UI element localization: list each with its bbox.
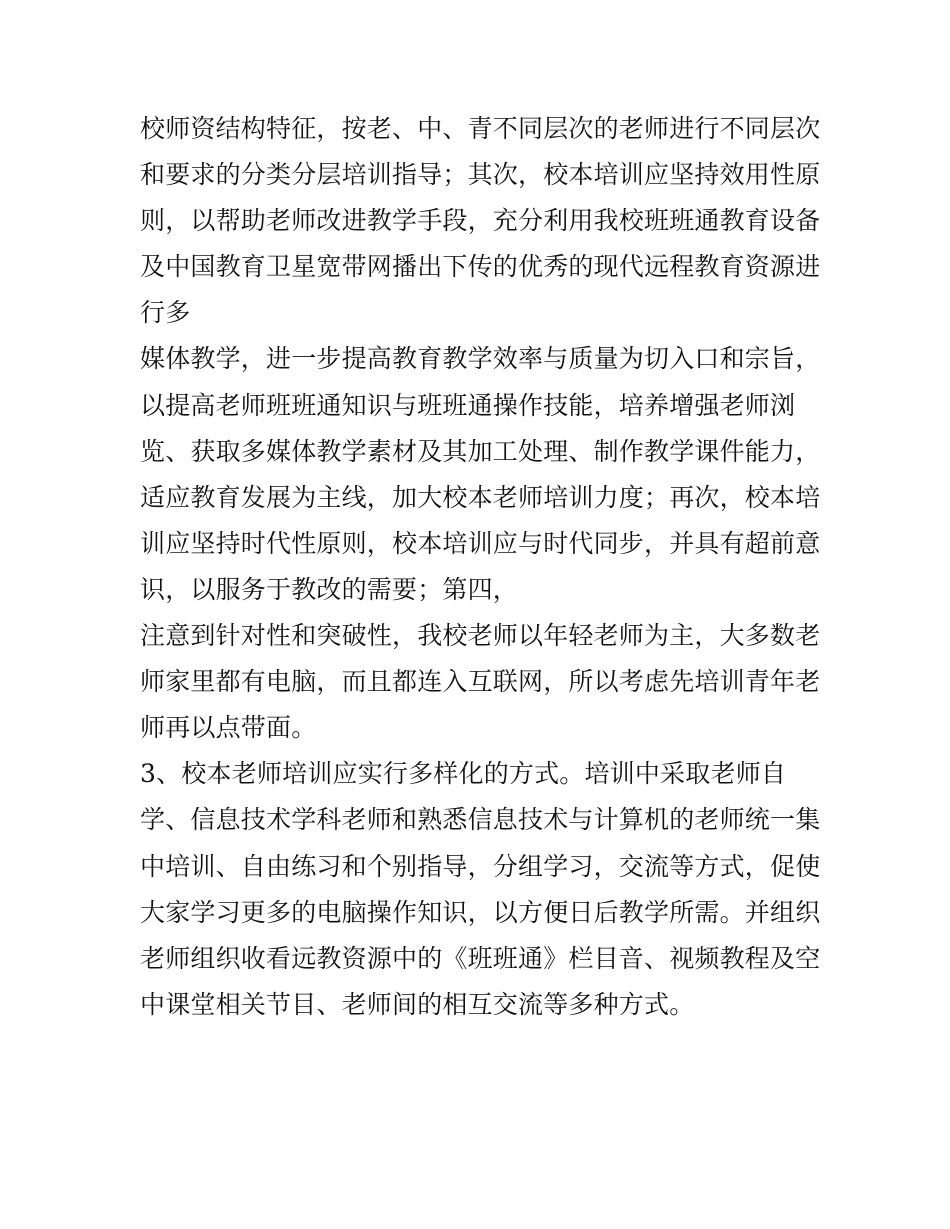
text-line: 训应坚持时代性原则，校本培训应与时代同步，并具有超前意 [140, 528, 820, 558]
text-line: 览、获取多媒体教学素材及其加工处理、制作教学课件能力， [140, 436, 820, 466]
text-line: 中课堂相关节目、老师间的相互交流等多种方式。 [140, 989, 695, 1019]
text-line: 师家里都有电脑，而且都连入互联网，所以考虑先培训青年老 [140, 667, 820, 697]
text-line: 及中国教育卫星宽带网播出下传的优秀的现代远程教育资源进 [140, 252, 820, 282]
text-line: 以提高老师班班通知识与班班通操作技能，培养增强老师浏 [140, 390, 796, 420]
text-line: 大家学习更多的电脑操作知识，以方便日后教学所需。并组织 [140, 897, 820, 927]
text-line: 老师组织收看远教资源中的《班班通》栏目音、视频教程及空 [140, 943, 820, 973]
text-line: 和要求的分类分层培训指导；其次，校本培训应坚持效用性原 [140, 160, 820, 190]
text-line: 行多 [140, 298, 191, 328]
text-line: 媒体教学，进一步提高教育教学效率与质量为切入口和宗旨， [140, 344, 820, 374]
text-line: 注意到针对性和突破性，我校老师以年轻老师为主，大多数老 [140, 621, 820, 651]
text-line: 中培训、自由练习和个别指导，分组学习，交流等方式，促使 [140, 851, 820, 881]
text-line: 适应教育发展为主线，加大校本老师培训力度；再次，校本培 [140, 482, 820, 512]
text-line: 则，以帮助老师改进教学手段，充分利用我校班班通教育设备 [140, 206, 820, 236]
text-line: 识，以服务于教改的需要；第四， [140, 574, 519, 604]
text-line: 学、信息技术学科老师和熟悉信息技术与计算机的老师统一集 [140, 805, 820, 835]
text-line: 校师资结构特征，按老、中、青不同层次的老师进行不同层次 [140, 114, 820, 143]
text-line: 3、校本老师培训应实行多样化的方式。培训中采取老师自 [140, 759, 787, 789]
text-line: 师再以点带面。 [140, 713, 317, 743]
body-text [140, 106, 820, 1028]
